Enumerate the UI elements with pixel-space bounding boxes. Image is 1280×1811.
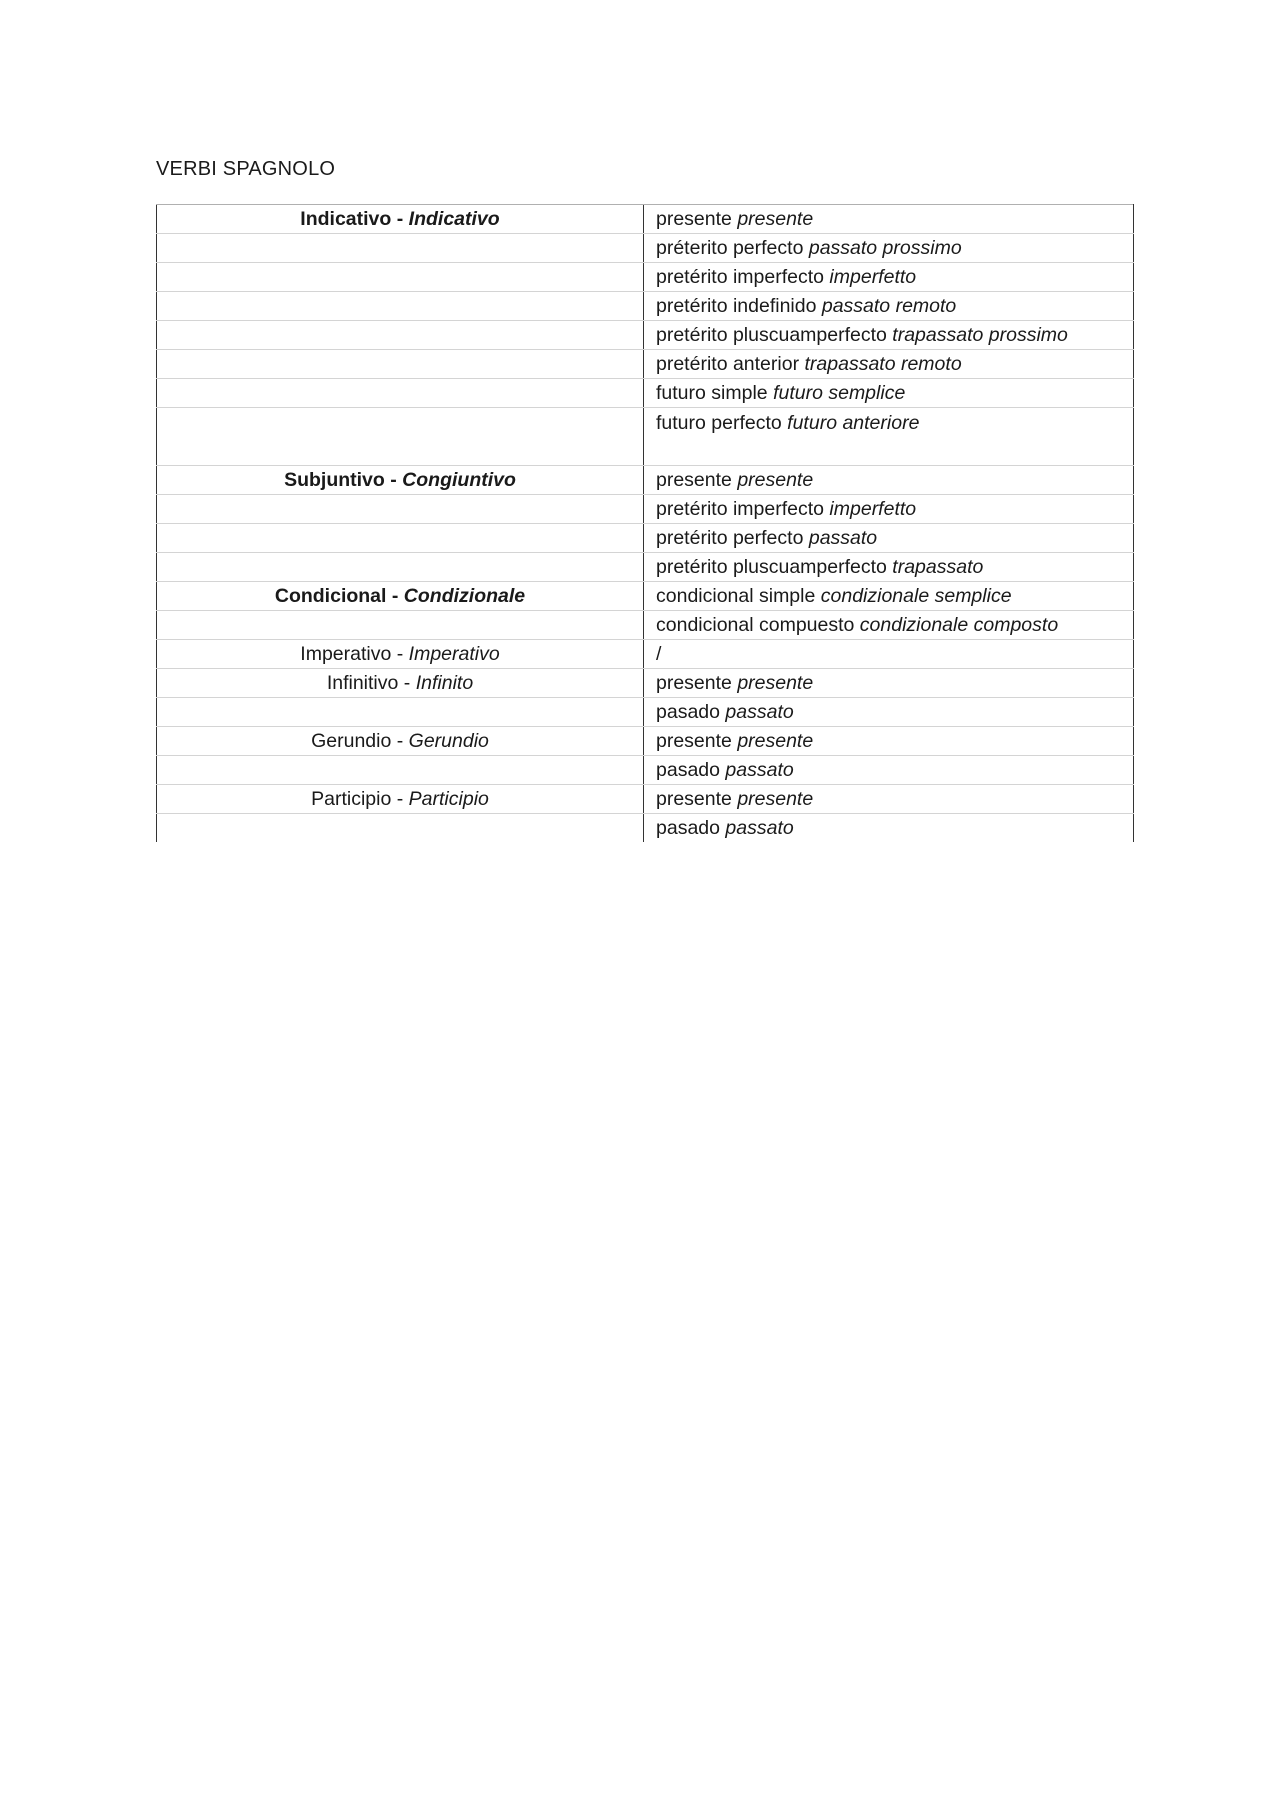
tense-italian: futuro anteriore: [787, 412, 920, 434]
tense-italian: passato: [725, 816, 794, 839]
tense-italian: imperfetto: [829, 265, 917, 288]
table-row: [157, 466, 1134, 495]
table-row: [157, 814, 1134, 843]
mode-cell: [157, 321, 644, 350]
mode-separator: -: [391, 207, 409, 230]
tense-spanish: pretérito pluscuamperfecto: [656, 555, 887, 578]
mode-separator: -: [398, 671, 416, 694]
tense-spanish: presente: [656, 671, 732, 694]
mode-italian: Participio: [408, 787, 489, 810]
tense-italian: trapassato remoto: [804, 352, 962, 375]
tense-cell: [644, 814, 1134, 843]
tense-spanish: pasado: [656, 758, 720, 781]
mode-cell: [157, 524, 644, 553]
table-row: [157, 292, 1134, 321]
tense-italian: futuro semplice: [773, 381, 906, 404]
tense-cell: [644, 669, 1134, 698]
tense-spanish: pasado: [656, 816, 720, 839]
table-row: [157, 785, 1134, 814]
tense-cell: [644, 582, 1134, 611]
tense-cell: [644, 234, 1134, 263]
tense-cell: [644, 263, 1134, 292]
tense-cell: [644, 292, 1134, 321]
mode-spanish: Infinitivo: [326, 671, 399, 694]
tense-italian: presente: [737, 207, 814, 230]
table-row: [157, 756, 1134, 785]
mode-separator: -: [391, 642, 409, 665]
tense-cell: [644, 553, 1134, 582]
tense-spanish: préterito perfecto: [656, 236, 804, 259]
table-row: [157, 234, 1134, 263]
mode-cell: [157, 553, 644, 582]
tense-spanish: pretérito anterior: [656, 352, 800, 375]
table-row: [157, 350, 1134, 379]
tense-spanish: presente: [656, 207, 732, 230]
mode-spanish: Gerundio: [311, 729, 392, 752]
mode-italian: Indicativo: [408, 207, 500, 230]
tense-italian: presente: [737, 729, 814, 752]
tense-cell: [644, 350, 1134, 379]
tense-cell: [644, 205, 1134, 234]
tense-italian: presente: [737, 468, 814, 491]
verb-table: [156, 204, 1134, 842]
table-row: [157, 524, 1134, 553]
tense-spanish: presente: [656, 468, 732, 491]
table-row: [157, 379, 1134, 408]
tense-cell: [644, 495, 1134, 524]
table-row: [157, 698, 1134, 727]
table-row: [157, 611, 1134, 640]
table-row: [157, 408, 1134, 466]
mode-cell: [157, 263, 644, 292]
tense-cell: [644, 321, 1134, 350]
mode-cell: [157, 379, 644, 408]
mode-cell: [157, 408, 644, 466]
mode-cell: [157, 234, 644, 263]
tense-spanish: pretérito perfecto: [656, 526, 804, 549]
tense-spanish: presente: [656, 729, 732, 752]
tense-cell: [644, 611, 1134, 640]
mode-cell: [157, 785, 644, 814]
mode-cell: [157, 669, 644, 698]
table-row: [157, 263, 1134, 292]
tense-cell: [644, 785, 1134, 814]
tense-spanish: futuro simple: [656, 381, 768, 404]
tense-spanish: condicional compuesto: [656, 613, 855, 636]
mode-separator: -: [384, 468, 403, 491]
table-row: [157, 495, 1134, 524]
tense-cell: [644, 756, 1134, 785]
tense-cell: [644, 698, 1134, 727]
mode-cell: [157, 495, 644, 524]
tense-italian: passato: [725, 758, 794, 781]
mode-separator: -: [391, 787, 409, 810]
tense-italian: imperfetto: [829, 497, 917, 520]
tense-cell: [644, 379, 1134, 408]
mode-spanish: Condicional: [274, 584, 387, 607]
mode-cell: [157, 582, 644, 611]
tense-spanish: /: [656, 642, 662, 665]
mode-spanish: Participio: [311, 787, 392, 810]
mode-cell: [157, 466, 644, 495]
mode-italian: Gerundio: [408, 729, 489, 752]
tense-spanish: pretérito imperfecto: [656, 497, 824, 520]
mode-separator: -: [391, 729, 409, 752]
table-row: [157, 582, 1134, 611]
mode-cell: [157, 611, 644, 640]
tense-spanish: pretérito pluscuamperfecto: [656, 323, 887, 346]
tense-italian: passato prossimo: [808, 236, 962, 259]
tense-cell: [644, 466, 1134, 495]
tense-italian: passato: [808, 526, 878, 549]
tense-cell: [644, 408, 1134, 466]
mode-spanish: Indicativo: [300, 207, 392, 230]
tense-italian: presente: [737, 787, 814, 810]
mode-spanish: Imperativo: [300, 642, 392, 665]
mode-cell: [157, 292, 644, 321]
tense-spanish: condicional simple: [656, 584, 816, 607]
tense-italian: trapassato: [892, 555, 984, 578]
table-row: [157, 727, 1134, 756]
table-row: [157, 205, 1134, 234]
table-row: [157, 321, 1134, 350]
tense-cell: [644, 727, 1134, 756]
mode-italian: Infinito: [415, 671, 474, 694]
tense-cell: [644, 640, 1134, 669]
mode-cell: [157, 640, 644, 669]
mode-cell: [157, 756, 644, 785]
mode-separator: -: [386, 584, 404, 607]
tense-spanish: pretérito imperfecto: [656, 265, 824, 288]
mode-italian: Congiuntivo: [402, 468, 516, 491]
table-row: [157, 553, 1134, 582]
mode-cell: [157, 350, 644, 379]
tense-spanish: presente: [656, 787, 732, 810]
mode-cell: [157, 205, 644, 234]
tense-cell: [644, 524, 1134, 553]
tense-italian: passato remoto: [821, 294, 957, 317]
tense-italian: presente: [737, 671, 814, 694]
table-row: [157, 640, 1134, 669]
tense-italian: condizionale semplice: [820, 584, 1012, 607]
tense-italian: trapassato prossimo: [892, 323, 1068, 346]
tense-spanish: futuro perfecto: [656, 412, 782, 434]
mode-italian: Imperativo: [408, 642, 500, 665]
mode-cell: [157, 698, 644, 727]
document-title: VERBI SPAGNOLO: [156, 158, 336, 180]
table-row: [157, 669, 1134, 698]
mode-cell: [157, 814, 644, 843]
tense-italian: passato: [725, 700, 794, 723]
verb-table-body: [157, 205, 1134, 843]
tense-spanish: pasado: [656, 700, 720, 723]
tense-spanish: pretérito indefinido: [656, 294, 817, 317]
mode-cell: [157, 727, 644, 756]
tense-italian: condizionale composto: [859, 613, 1059, 636]
mode-spanish: Subjuntivo: [284, 468, 385, 491]
mode-italian: Condizionale: [403, 584, 526, 607]
